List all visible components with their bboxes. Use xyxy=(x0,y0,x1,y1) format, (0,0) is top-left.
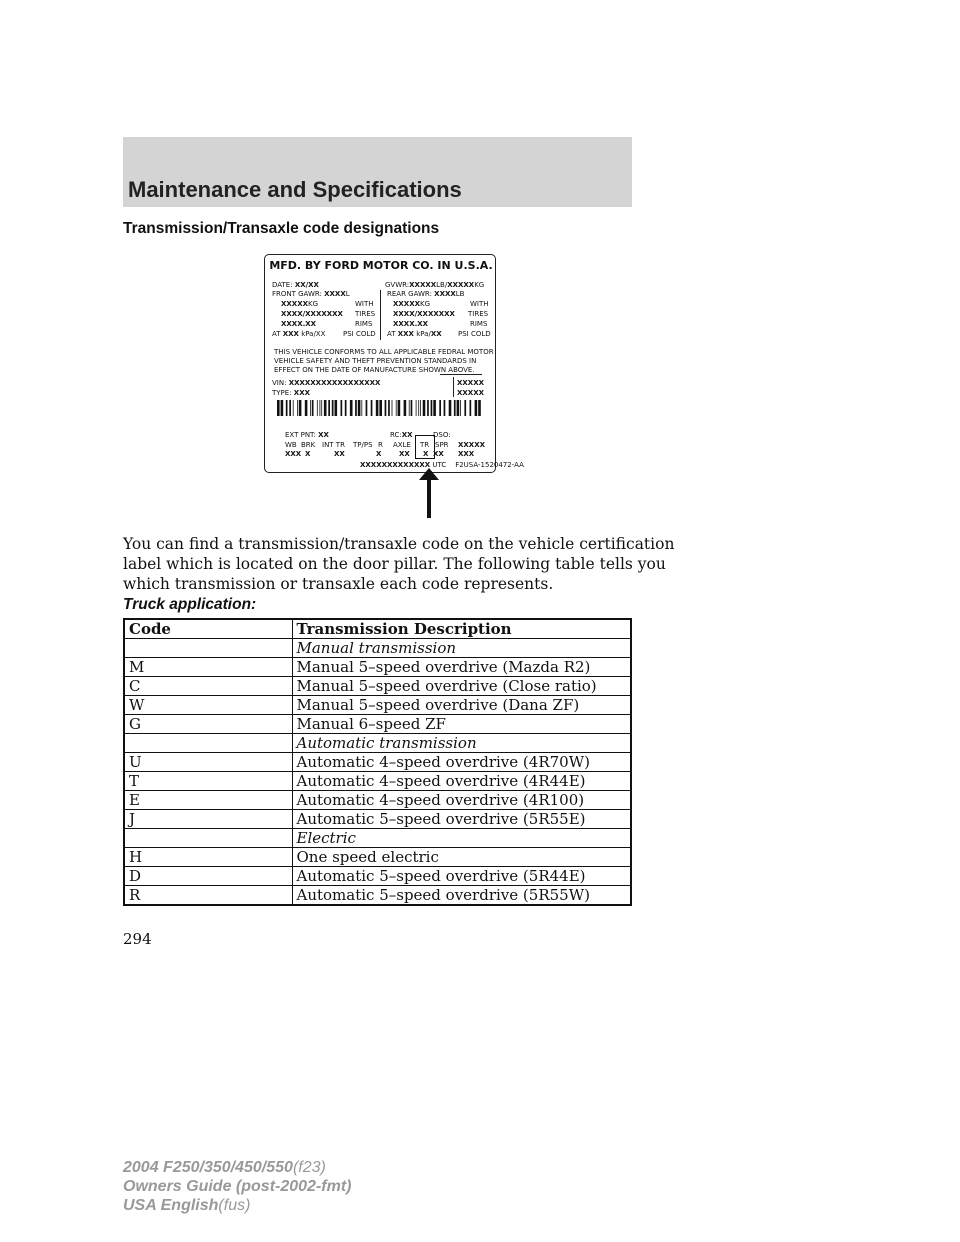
footer-line-2: Owners Guide (post-2002-fmt) xyxy=(123,1178,352,1195)
label-brk-value: X xyxy=(305,450,311,458)
section-heading: Transmission/Transaxle code designations xyxy=(123,220,440,237)
document-footer xyxy=(123,1158,351,1215)
label-r-value: X xyxy=(376,450,382,458)
label-rear-psi: PSI COLD xyxy=(458,330,491,338)
label-rear-rim-size: XXXX.XX xyxy=(393,320,429,328)
transmission-code-table xyxy=(123,618,632,906)
label-rear-gawr: REAR GAWR: XXXXLB xyxy=(387,290,465,298)
code-cell: M xyxy=(124,658,292,677)
label-code-box-divider xyxy=(453,377,454,397)
label-front-pressure: AT XXX kPa/XX xyxy=(272,330,326,338)
description-cell: Automatic 4–speed overdrive (4R70W) xyxy=(292,753,631,772)
label-box-code-2: XXXXX xyxy=(457,389,484,397)
table-row xyxy=(124,696,631,715)
table-row xyxy=(124,639,631,658)
label-ext-pnt: EXT PNT: XX xyxy=(285,431,329,439)
description-cell: Automatic 5–speed overdrive (5R55W) xyxy=(292,886,631,906)
label-rear-tires: TIRES xyxy=(468,310,489,318)
code-cell: W xyxy=(124,696,292,715)
label-box-code-1: XXXXX xyxy=(457,379,484,387)
label-conformity-line-3: EFFECT ON THE DATE OF MANUFACTURE SHOWN ABOVE. xyxy=(274,366,475,374)
truck-application-heading: Truck application: xyxy=(123,596,257,613)
certification-label-figure xyxy=(264,254,524,522)
description-cell: Manual 6–speed ZF xyxy=(292,715,631,734)
code-cell: U xyxy=(124,753,292,772)
label-wb: WB xyxy=(285,441,297,449)
table-row xyxy=(124,753,631,772)
label-wb-value: XXX xyxy=(285,450,302,458)
barcode-image xyxy=(277,400,484,416)
label-conformity-line-2: VEHICLE SAFETY AND THEFT PREVENTION STANDARDS IN xyxy=(274,357,477,365)
label-column-divider xyxy=(380,290,381,340)
label-front-gawr: FRONT GAWR: XXXXL xyxy=(272,290,350,298)
label-int-tr: INT TR xyxy=(322,441,345,449)
page-header-title: Maintenance and Specifications xyxy=(128,177,462,202)
column-header-code: Code xyxy=(124,619,292,639)
code-cell: H xyxy=(124,848,292,867)
footer-line-3: USA English(fus) xyxy=(123,1197,251,1214)
label-front-tire-size: XXXX/XXXXXXX xyxy=(281,310,343,318)
description-cell: Manual 5–speed overdrive (Close ratio) xyxy=(292,677,631,696)
transmission-code-highlight-box xyxy=(415,435,435,459)
label-axle-value: XX xyxy=(399,450,410,458)
label-rear-pressure: AT XXX kPa/XX xyxy=(387,330,442,338)
table-row xyxy=(124,848,631,867)
label-front-psi: PSI COLD xyxy=(343,330,376,338)
table-header-row xyxy=(124,619,631,639)
description-cell: Manual 5–speed overdrive (Dana ZF) xyxy=(292,696,631,715)
category-cell: Manual transmission xyxy=(292,639,631,658)
label-gvwr: GVWR:XXXXXLB/XXXXXKG xyxy=(385,281,485,289)
label-title: MFD. BY FORD MOTOR CO. IN U.S.A. xyxy=(269,259,493,272)
label-rear-tire-size: XXXX/XXXXXXX xyxy=(393,310,455,318)
table-row xyxy=(124,677,631,696)
label-underline xyxy=(440,374,482,375)
description-cell: One speed electric xyxy=(292,848,631,867)
label-int-tr-value: XX xyxy=(334,450,345,458)
label-front-with: WITH xyxy=(355,300,374,308)
table-row xyxy=(124,791,631,810)
code-cell: R xyxy=(124,886,292,906)
code-cell xyxy=(124,639,292,658)
label-conformity-line-1: THIS VEHICLE CONFORMS TO ALL APPLICABLE FEDRAL MOTOR xyxy=(274,348,494,356)
intro-line: which transmission or transaxle each code represents. xyxy=(123,575,554,593)
footer-line-1: 2004 F250/350/450/550(f23) xyxy=(123,1159,326,1176)
description-cell: Automatic 4–speed overdrive (4R44E) xyxy=(292,772,631,791)
label-date: DATE: XX/XX xyxy=(272,281,319,289)
description-cell: Automatic 5–speed overdrive (5R44E) xyxy=(292,867,631,886)
certification-label xyxy=(264,254,524,473)
intro-paragraph xyxy=(123,534,675,594)
label-r: R xyxy=(378,441,383,449)
label-type: TYPE: XXX xyxy=(272,389,310,397)
label-front-rim-size: XXXX.XX xyxy=(281,320,317,328)
label-rear-kg: XXXXXKG xyxy=(393,300,431,308)
table-row xyxy=(124,772,631,791)
table-row xyxy=(124,810,631,829)
label-tp-ps: TP/PS xyxy=(353,441,373,449)
description-cell: Automatic 4–speed overdrive (4R100) xyxy=(292,791,631,810)
description-cell: Automatic 5–speed overdrive (5R55E) xyxy=(292,810,631,829)
page-number: 294 xyxy=(123,930,152,948)
label-tr-value: X xyxy=(423,450,429,458)
label-dso: DSO: xyxy=(433,431,451,439)
table-row xyxy=(124,734,631,753)
code-cell: T xyxy=(124,772,292,791)
table-body xyxy=(124,639,631,906)
label-rear-with: WITH xyxy=(470,300,489,308)
code-cell: J xyxy=(124,810,292,829)
intro-line: You can find a transmission/transaxle code on the vehicle certification xyxy=(123,535,675,553)
label-tr: TR xyxy=(420,441,430,449)
label-brk: BRK xyxy=(301,441,316,449)
code-cell: C xyxy=(124,677,292,696)
table-row xyxy=(124,867,631,886)
label-vin: VIN: XXXXXXXXXXXXXXXXX xyxy=(272,379,381,387)
code-cell: G xyxy=(124,715,292,734)
label-axle: AXLE xyxy=(393,441,411,449)
table-row xyxy=(124,658,631,677)
label-front-rims: RIMS xyxy=(355,320,373,328)
category-cell: Electric xyxy=(292,829,631,848)
label-spr-value: XX xyxy=(433,450,444,458)
label-rc: RC:XX xyxy=(390,431,413,439)
label-front-tires: TIRES xyxy=(355,310,376,318)
description-cell: Manual 5–speed overdrive (Mazda R2) xyxy=(292,658,631,677)
label-bottom-line: XXXXXXXXXXXXX UTC F2USA-1520472-AA xyxy=(360,461,524,469)
label-spr: SPR xyxy=(435,441,449,449)
label-front-kg: XXXXXKG xyxy=(281,300,319,308)
label-code-top: XXXXX xyxy=(458,441,485,449)
label-code-bottom: XXX xyxy=(458,450,475,458)
code-cell xyxy=(124,829,292,848)
table-row xyxy=(124,886,631,906)
code-cell xyxy=(124,734,292,753)
code-cell: D xyxy=(124,867,292,886)
table-row xyxy=(124,715,631,734)
category-cell: Automatic transmission xyxy=(292,734,631,753)
intro-line: label which is located on the door pillar. The following table tells you xyxy=(123,555,666,573)
arrow-pointer-shaft xyxy=(427,472,431,518)
column-header-description: Transmission Description xyxy=(292,619,631,639)
table-row xyxy=(124,829,631,848)
label-rear-rims: RIMS xyxy=(470,320,488,328)
code-cell: E xyxy=(124,791,292,810)
